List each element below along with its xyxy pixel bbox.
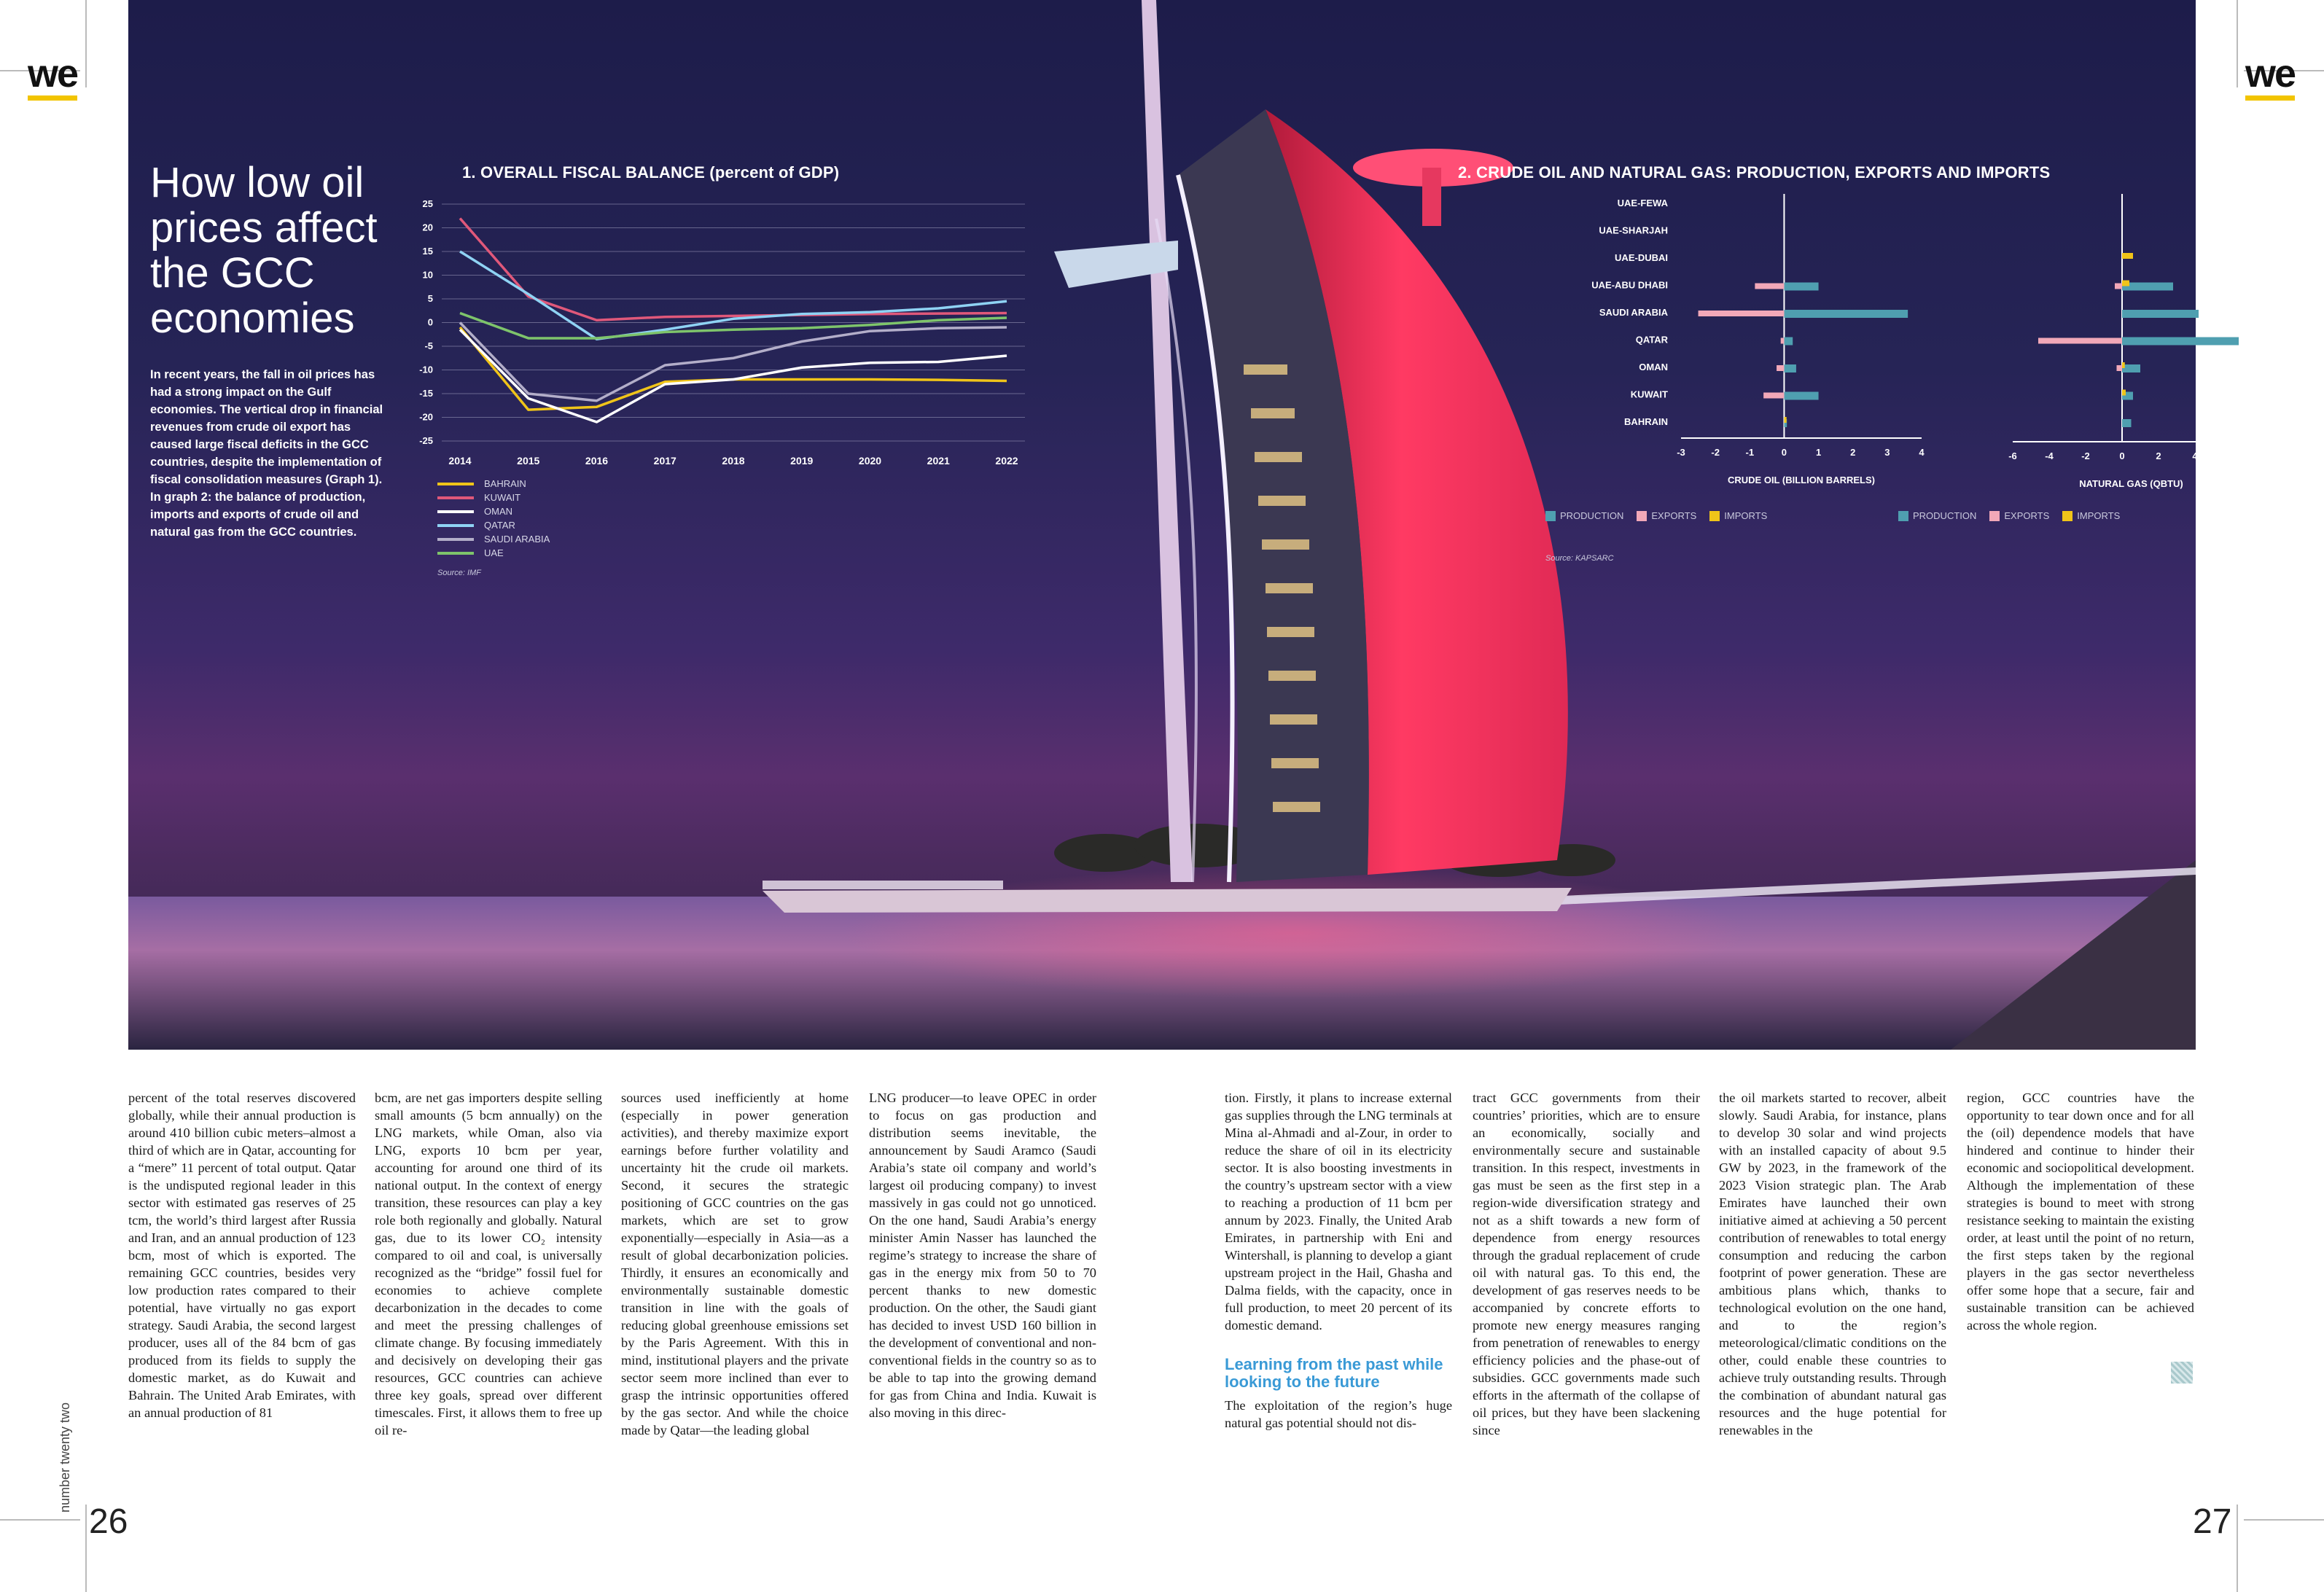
text-column-8 (1967, 1089, 2194, 1334)
series-line-kuwait (460, 219, 1007, 321)
legend-swatch-production (1545, 511, 1556, 521)
legend-item (437, 532, 550, 546)
hero-photo (128, 0, 2234, 1050)
oil-bar-exports (1763, 393, 1784, 399)
legend-item (437, 518, 550, 532)
paragraph: percent of the total reserves discovered globally, while their annual production is around 410 billion cubic meters–almost a third of which are in Qatar, accounting for a “mere” 11 percent of total output. Qatar is the undisputed regional leader in this sector with estimated gas reserves of 25 tcm, the world’s third largest after Russia and Iran, and an annual production of 123 bcm, most of which is exported. The remaining GCC countries, besides very low production rates compared to their potential, have virtually no gas export strategy. Saudi Arabia, the second largest producer, uses all of the 84 bcm of gas produced from its fields to supply the domestic market, as do Kuwait and Bahrain. The United Arab Emirates, with an annual production of 81 (128, 1090, 356, 1420)
y-tick-label: -10 (419, 364, 433, 375)
paragraph: the oil markets started to recover, albeit slowly. Saudi Arabia, for instance, plans to develop 30 solar and wind projects with an installed capacity of about 9.5 GW by 2023, in the framework of the 2023 Vision strategic plan. The Arab Emirates have launched their own initiative aimed at achieving a 50 percent contribution of renewables to total energy consumption and reducing the carbon footprint of power generation. These are ambitious plans which, thanks to technological evolution on the one hand, and to the region’s meteorological/climatic conditions on the other, could enable these countries to achieve truly outstanding results. Through the combination of abundant natural gas resources and the huge potential for renewables in the (1719, 1090, 1946, 1437)
x-tick-label: 2021 (927, 455, 950, 467)
magazine-logo: we (28, 52, 78, 95)
oil-bar-exports (1777, 365, 1784, 371)
x-tick-label: 2015 (517, 455, 540, 467)
page-number-left: 26 (89, 1502, 128, 1541)
gas-x-tick-label: 6 (2229, 450, 2234, 461)
oil-bar-production (1784, 364, 1796, 372)
gas-x-tick-label: -4 (2045, 450, 2054, 461)
gas-x-tick-label: -6 (2008, 450, 2017, 461)
oil-bar-production (1784, 392, 1818, 400)
crop-mark (2237, 0, 2238, 87)
paragraph: tract GCC governments from their countries’ priorities, which are to ensure an economically, socially and environmentally secure and sustainable transition. In this respect, investments in gas must be seen as the first step in a region-wide diversification strategy and not as a shift towards a new form of dependence from energy resources through the gradual replacement of crude oil with natural gas. To this end, the development of gas reserves needs to be accompanied by concrete efforts to promote new energy measures ranging from penetration of renewables to energy efficiency policies and the phase-out of subsidies. GCC governments made such efforts in the aftermath of the collapse of oil prices, but they have been slackening since (1473, 1090, 1700, 1437)
x-tick-label: 2022 (995, 455, 1018, 467)
oil-bar-exports (1781, 338, 1785, 344)
oil-bar-production (1784, 283, 1818, 291)
legend-item (437, 546, 550, 560)
text-column-4 (869, 1089, 1096, 1421)
legend-swatch (437, 496, 474, 499)
article-intro: In recent years, the fall in oil prices has had a strong impact on the Gulf economies. The vertical drop in financial revenues from crude oil export has caused large fiscal deficits in the GCC countries, despite the implementation of fiscal consolidation measures (Graph 1). In graph 2: the balance of production, imports and exports of crude oil and natural gas from the GCC countries. (150, 368, 383, 539)
legend-swatch-exports (1637, 511, 1647, 521)
x-tick-label: 2020 (858, 455, 882, 467)
y-tick-label: 10 (422, 269, 433, 281)
gas-bar-exports (2038, 338, 2122, 344)
oil-x-tick-label: -1 (1745, 447, 1755, 458)
chart2-oil-legend (1545, 510, 1780, 521)
y-tick-label: 15 (422, 246, 433, 257)
gas-bar-imports (2122, 281, 2129, 286)
gas-bar-imports (2122, 390, 2126, 396)
section-subheading: Learning from the past while looking to the future (1225, 1355, 1443, 1391)
category-label: OMAN (1639, 362, 1668, 372)
gas-bar-imports (2122, 253, 2133, 259)
legend-swatch (437, 524, 474, 527)
legend-swatch (437, 483, 474, 485)
x-tick-label: 2018 (722, 455, 745, 467)
oil-x-tick-label: -3 (1677, 447, 1685, 458)
legend-label-imports: IMPORTS (2077, 510, 2121, 521)
category-label: UAE-DUBAI (1615, 252, 1668, 263)
page-number-right: 27 (2193, 1502, 2232, 1541)
gas-bar-exports (2117, 365, 2123, 371)
legend-label: QATAR (484, 520, 515, 531)
oil-x-tick-label: 0 (1781, 447, 1787, 458)
oil-bar-production (1784, 337, 1793, 346)
gas-axis-title: NATURAL GAS (QBTU) (2079, 478, 2183, 489)
legend-swatch (437, 538, 474, 541)
chart1-title: 1. OVERALL FISCAL BALANCE (percent of GDP) (462, 163, 840, 182)
crop-mark (2237, 1505, 2238, 1592)
y-tick-label: 25 (422, 198, 433, 209)
oil-gas-chart (1440, 187, 2234, 507)
legend-swatch-imports (1709, 511, 1720, 521)
text-column-6 (1473, 1089, 1700, 1439)
oil-axis-title: CRUDE OIL (BILLION BARRELS) (1728, 475, 1875, 485)
chart2-title: 2. CRUDE OIL AND NATURAL GAS: PRODUCTION, EXPORTS AND IMPORTS (1458, 163, 2051, 182)
gas-bar-production (2122, 419, 2132, 427)
chart2-source: Source: KAPSARC (1545, 554, 1614, 563)
legend-label: SAUDI ARABIA (484, 534, 550, 545)
gas-bar-production (2122, 310, 2199, 318)
paragraph: The exploitation of the region’s huge natural gas potential should not dis- (1225, 1398, 1452, 1430)
oil-x-tick-label: 2 (1850, 447, 1856, 458)
oil-bar-exports (1755, 284, 1784, 289)
x-tick-label: 2014 (448, 455, 472, 467)
chart1-legend (437, 477, 550, 560)
crop-mark (0, 1519, 80, 1521)
category-label: UAE-SHARJAH (1599, 225, 1668, 236)
crop-mark (85, 1505, 87, 1592)
legend-label-production: PRODUCTION (1560, 510, 1624, 521)
legend-label-imports: IMPORTS (1724, 510, 1768, 521)
chart1-source: Source: IMF (437, 569, 481, 577)
paragraph: bcm, are net gas importers despite selling small amounts (5 bcm annually) on the LNG markets, while Oman, also via LNG, exports 10 bcm per year, accounting for around one third of its national output. In the context of energy transition, these resources can play a key role both regionally and globally. Natural gas, due to its lower CO₂ intensity compared to oil and coal, is universally recognized as the “bridge” fossil fuel for economies to achieve complete decarbonization in the decades to come and meet the pressing challenges of climate change. By focusing immediately and decisively on developing their gas resources, GCC countries can achieve three key goals, spread over different timescales. First, it allows them to free up oil re- (375, 1090, 602, 1437)
x-tick-label: 2019 (790, 455, 814, 467)
text-column-5 (1225, 1089, 1452, 1432)
legend-item (437, 491, 550, 504)
text-column-2 (375, 1089, 602, 1439)
oil-x-tick-label: 4 (1919, 447, 1925, 458)
legend-label: OMAN (484, 506, 512, 517)
legend-swatch-imports (2062, 511, 2073, 521)
oil-x-tick-label: 1 (1815, 447, 1822, 458)
y-tick-label: -15 (419, 388, 433, 399)
gas-x-tick-label: 2 (2156, 450, 2161, 461)
category-label: SAUDI ARABIA (1599, 307, 1668, 318)
category-label: BAHRAIN (1624, 416, 1668, 427)
y-tick-label: 5 (427, 293, 433, 304)
paragraph: tion. Firstly, it plans to increase external gas supplies through the LNG terminals at Mina al-Ahmadi and al-Zour, in order to reduce the share of oil in its electricity sector. It is also boosting investments in the country’s upstream sector with a view to reaching a production of 11 bcm per annum by 2023. Finally, the United Arab Emirates, in partnership with Eni and Wintershall, is planning to develop a giant upstream project in the Hail, Ghasha and Dalma fields, with the capacity, once in full production, to meet 20 percent of its domestic demand. (1225, 1090, 1452, 1332)
x-tick-label: 2016 (585, 455, 609, 467)
article-headline: How low oil prices affect the GCC economies (150, 159, 378, 342)
paragraph: region, GCC countries have the opportunity to tear down once and for all the (oil) dependence models that have hindered and continue to hinder their economic and sociopolitical development. Although the implementation of these strategies is bound to meet with strong resistance seeking to maintain the existing order, at least until the point of no return, the first steps taken by the regional players in the gas sector nevertheless offer some hope that a secure, fair and sustainable transition can be achieved across the whole region. (1967, 1090, 2194, 1332)
gas-bar-production (2122, 337, 2239, 346)
legend-label-exports: EXPORTS (2004, 510, 2050, 521)
legend-label: KUWAIT (484, 492, 521, 503)
oil-x-tick-label: -2 (1711, 447, 1720, 458)
chart2-gas-legend (1898, 510, 2133, 521)
legend-swatch (437, 510, 474, 513)
y-tick-label: 20 (422, 222, 433, 233)
gas-x-tick-label: -2 (2081, 450, 2090, 461)
paragraph: LNG producer—to leave OPEC in order to focus on gas production and distribution seems inevitable, the announcement by Saudi Aramco (Saudi Arabia’s state oil company and world’s largest oil producing company) to invest massively in gas could not go unnoticed. On the one hand, Saudi Arabia’s energy minister Amin Nasser has launched the regime’s strategy to increase the share of gas in the energy mix from 50 to 70 percent thanks to new domestic production. On the other, the Saudi giant has decided to invest USD 160 billion in the development of conventional and non-conventional fields in the country so as to be able to tap into the growing demand for gas from China and India. Kuwait is also moving in this direc- (869, 1090, 1096, 1420)
legend-label-exports: EXPORTS (1651, 510, 1697, 521)
text-column-7 (1719, 1089, 1946, 1439)
category-label: KUWAIT (1630, 389, 1668, 400)
legend-label-production: PRODUCTION (1913, 510, 1977, 521)
category-label: QATAR (1635, 334, 1668, 346)
tower-mast (1142, 0, 1193, 882)
gas-bar-imports (2122, 362, 2125, 368)
category-label: UAE-ABU DHABI (1591, 279, 1668, 291)
crop-mark (2244, 1519, 2324, 1521)
y-tick-label: -5 (424, 340, 433, 351)
article-end-mark (2171, 1362, 2193, 1384)
paragraph: sources used inefficiently at home (especially in power generation activities), and thereby maximize export earnings before further volatility and uncertainty hit the crude oil markets. Second, it secures the strategic positioning of GCC countries on the gas markets, which are set to grow exponentially—especially in Asia—as a result of global decarbonization policies. Thirdly, it ensures an economically and environmentally sustainable domestic transition in line with the goals of reducing global greenhouse emissions set by the Paris Agreement. With this in mind, institutional players and the private sector seem more inclined than ever to grasp the intrinsic opportunities offered by the gas sector. And while the choice made by Qatar—the leading global (621, 1090, 849, 1437)
issue-label: number twenty two (58, 1402, 72, 1513)
series-line-bahrain (460, 327, 1007, 410)
legend-swatch (437, 552, 474, 555)
legend-swatch-production (1898, 511, 1908, 521)
oil-bar-production (1784, 310, 1908, 318)
island (763, 888, 1572, 913)
category-label: UAE-FEWA (1617, 198, 1668, 208)
gas-x-tick-label: 4 (2192, 450, 2198, 461)
series-line-qatar (460, 251, 1007, 339)
magazine-logo: we (2245, 52, 2295, 95)
y-tick-label: 0 (427, 316, 433, 328)
x-tick-label: 2017 (653, 455, 676, 467)
oil-bar-exports (1699, 311, 1785, 316)
text-column-1 (128, 1089, 356, 1421)
oil-bar-imports (1784, 417, 1786, 423)
legend-item (437, 504, 550, 518)
legend-label: BAHRAIN (484, 478, 526, 489)
y-tick-label: -25 (419, 435, 433, 446)
legend-label: UAE (484, 547, 504, 558)
legend-swatch-exports (1989, 511, 2000, 521)
gas-x-tick-label: 0 (2119, 450, 2125, 461)
fiscal-balance-chart (405, 190, 1061, 510)
oil-x-tick-label: 3 (1884, 447, 1890, 458)
gas-bar-exports (2115, 284, 2122, 289)
crop-mark (85, 0, 87, 87)
text-column-3 (621, 1089, 849, 1439)
legend-item (437, 477, 550, 491)
y-tick-label: -20 (419, 411, 433, 423)
gas-bar-production (2122, 283, 2173, 291)
